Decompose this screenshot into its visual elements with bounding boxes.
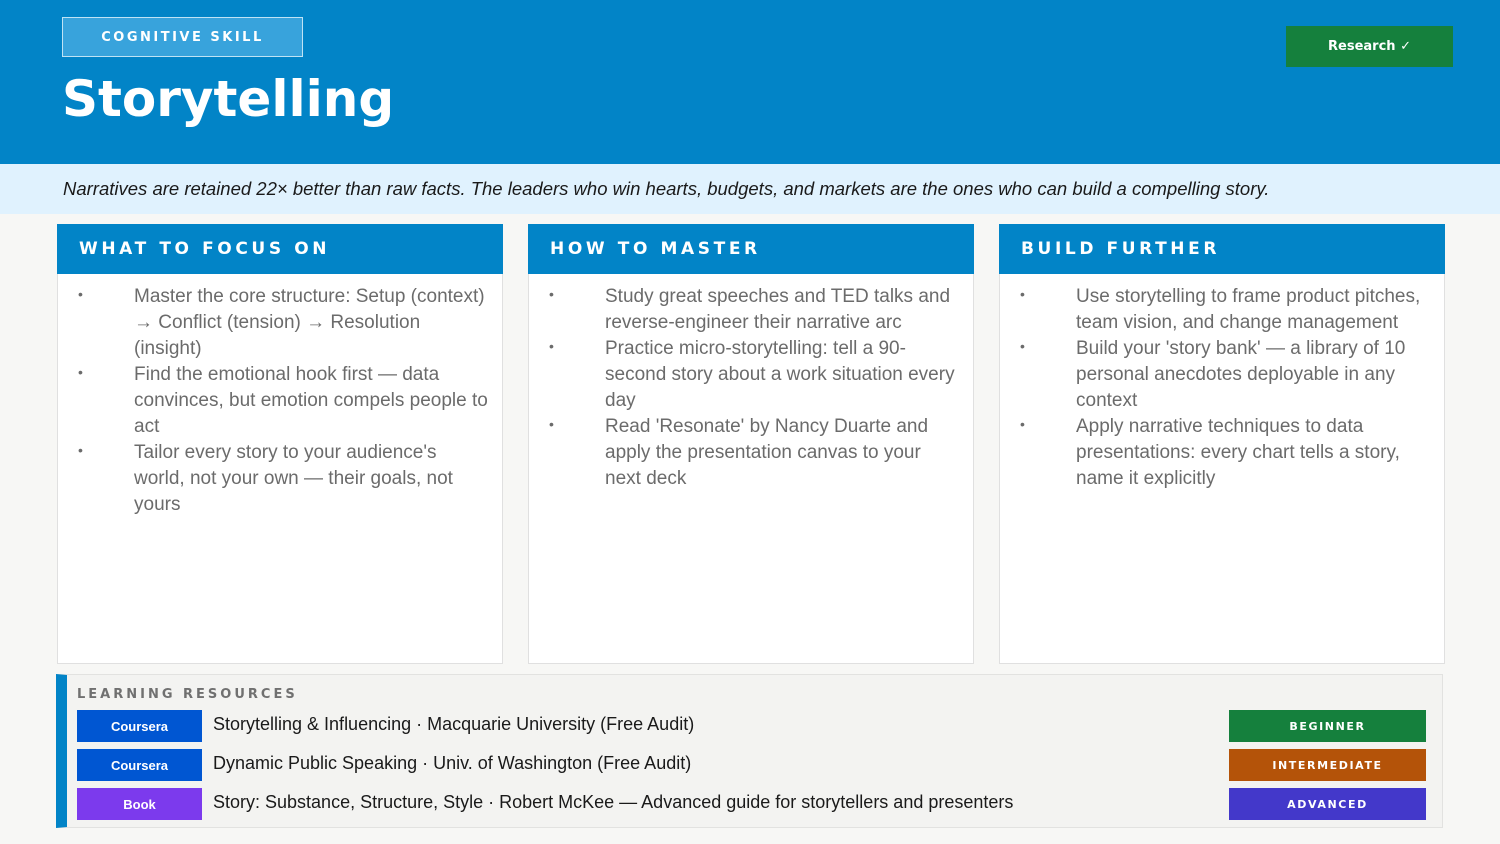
page-title: Storytelling <box>62 70 395 128</box>
resource-source-badge: Book <box>77 788 202 820</box>
bullet-icon: • <box>1020 286 1025 302</box>
list-item: • Apply narrative techniques to data presentations: every chart tells a story, name it explicitly <box>1020 414 1430 492</box>
list-item: • Find the emotional hook first — data convinces, but emotion compels people to act <box>78 362 488 440</box>
card-title: WHAT TO FOCUS ON <box>57 224 503 274</box>
resource-title[interactable]: Dynamic Public Speaking · Univ. of Washington (Free Audit) <box>213 753 692 773</box>
card-list <box>58 274 502 518</box>
bullet-icon: • <box>549 338 554 354</box>
list-item: • Practice micro-storytelling: tell a 90-second story about a work situation every day <box>549 336 959 414</box>
resource-source-badge: Coursera <box>77 710 202 742</box>
tagline-bar <box>0 164 1500 214</box>
list-item: • Study great speeches and TED talks and reverse-engineer their narrative arc <box>549 284 959 336</box>
resource-row[interactable] <box>77 749 1425 781</box>
card-title: HOW TO MASTER <box>528 224 974 274</box>
bullet-icon: • <box>1020 338 1025 354</box>
list-item: • Master the core structure: Setup (context) → Conflict (tension) → Resolution (insight) <box>78 284 488 362</box>
bullet-icon: • <box>1020 416 1025 432</box>
resources-title: LEARNING RESOURCES <box>77 687 298 702</box>
learning-resources-panel <box>56 674 1443 828</box>
tagline-text: Narratives are retained 22× better than raw facts. The leaders who win hearts, budgets, and markets are the ones who can build a compelling story. <box>63 178 1270 199</box>
resource-row[interactable] <box>77 710 1425 742</box>
level-badge: BEGINNER <box>1229 710 1426 742</box>
resource-source-badge: Coursera <box>77 749 202 781</box>
card-how-to-master <box>528 224 974 664</box>
research-button[interactable]: Research ✓ <box>1286 26 1453 67</box>
bullet-icon: • <box>549 416 554 432</box>
card-list <box>1000 274 1444 492</box>
level-badge: INTERMEDIATE <box>1229 749 1426 781</box>
category-tag: COGNITIVE SKILL <box>62 17 303 57</box>
list-item: • Read 'Resonate' by Nancy Duarte and apply the presentation canvas to your next deck <box>549 414 959 492</box>
header-banner <box>0 0 1500 164</box>
resource-title[interactable]: Story: Substance, Structure, Style · Robert McKee — Advanced guide for storytellers and presenters <box>213 792 1014 812</box>
bullet-icon: • <box>78 364 83 380</box>
list-item: • Tailor every story to your audience's world, not your own — their goals, not yours <box>78 440 488 518</box>
card-title: BUILD FURTHER <box>999 224 1445 274</box>
level-badge: ADVANCED <box>1229 788 1426 820</box>
resource-title[interactable]: Storytelling & Influencing · Macquarie University (Free Audit) <box>213 714 695 734</box>
bullet-icon: • <box>78 286 83 302</box>
bullet-icon: • <box>78 442 83 458</box>
list-item: • Build your 'story bank' — a library of 10 personal anecdotes deployable in any context <box>1020 336 1430 414</box>
card-build-further <box>999 224 1445 664</box>
card-what-to-focus-on <box>57 224 503 664</box>
list-item: • Use storytelling to frame product pitches, team vision, and change management <box>1020 284 1430 336</box>
resource-row[interactable] <box>77 788 1425 820</box>
card-list <box>529 274 973 492</box>
bullet-icon: • <box>549 286 554 302</box>
